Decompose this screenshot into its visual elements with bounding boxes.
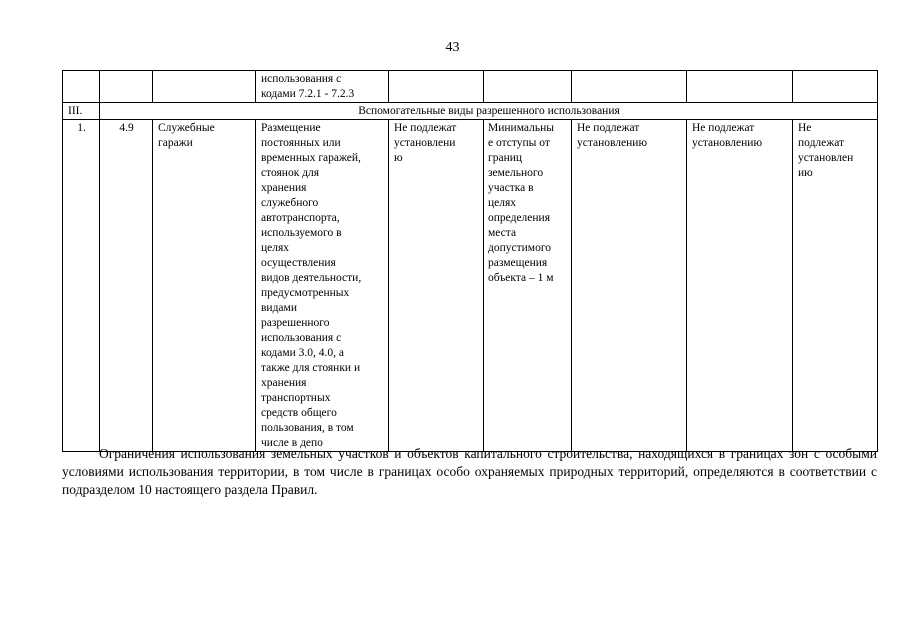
cell-empty: [100, 71, 153, 103]
row-col5: Не подлежат установлени ю: [394, 122, 457, 164]
cell-empty: [63, 71, 100, 103]
cell-empty: [793, 71, 878, 103]
row-description: Размещение постоянных или временных гаражей, стоянок для хранения служебного автотранспорта, используемого в целях осуществления видов деятельности, предусмотренных видами разрешенного использования с кодами 3.0, 4.0, а также для стоянки и хранения транспортных средств общего пользования, в том числе в депо: [261, 122, 362, 449]
cell-empty: [153, 71, 256, 103]
row-col8: Не подлежат установлению: [692, 122, 763, 149]
restrictions-paragraph: Ограничения использования земельных участков и объектов капитального строительства, находящихся в границах зон с особыми условиями использования территории, в том числе в границах особо охраняемых природных территорий, определяются в соответствии с подразделом 10 настоящего раздела Правил.: [62, 446, 877, 497]
row-col7: Не подлежат установлению: [577, 122, 648, 149]
land-use-table: [62, 70, 878, 452]
cell-empty: [484, 71, 572, 103]
row-code: 4.9: [100, 120, 153, 452]
row-number: 1.: [63, 120, 100, 452]
row-col8-cell: [687, 120, 793, 452]
page-number: 43: [445, 40, 460, 55]
row-name: Служебные гаражи: [158, 122, 215, 149]
section-title: Вспомогательные виды разрешенного использования: [100, 103, 878, 120]
row-col6: Минимальны е отступы от границ земельного участка в целях определения места допустимого размещения объекта – 1 м: [488, 122, 554, 284]
cell-empty: [572, 71, 687, 103]
cell-empty: [389, 71, 484, 103]
row-col9: Не подлежат установлен ию: [798, 122, 854, 179]
row-description-cell: [256, 120, 389, 452]
section-row: [63, 103, 878, 120]
continuation-row: [63, 71, 878, 103]
section-number: III.: [63, 103, 100, 120]
row-col5-cell: [389, 120, 484, 452]
table-row: [63, 120, 878, 452]
cell-empty: [687, 71, 793, 103]
purpose-tail-text: использования с кодами 7.2.1 - 7.2.3: [261, 73, 355, 100]
row-col6-cell: [484, 120, 572, 452]
cell-purpose-tail: [256, 71, 389, 103]
row-col9-cell: [793, 120, 878, 452]
row-col7-cell: [572, 120, 687, 452]
row-name-cell: [153, 120, 256, 452]
